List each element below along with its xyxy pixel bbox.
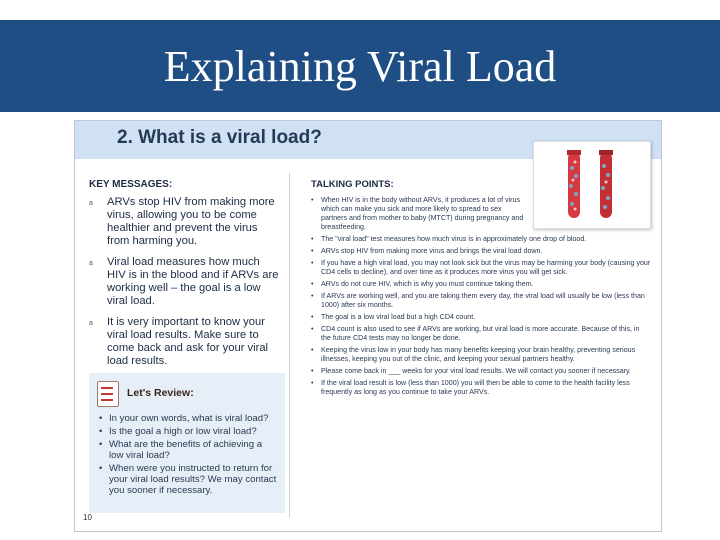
review-item: • In your own words, what is viral load?	[99, 413, 279, 424]
talking-point: • Keeping the virus low in your body has many benefits keeping your brain healthy, preventing serious illnesses, keeping you out of the clinic, and keeping your sexual partners healthy.	[311, 346, 651, 364]
title-bar	[0, 20, 720, 112]
column-divider	[289, 173, 290, 518]
review-list	[99, 413, 279, 498]
document-page	[74, 120, 662, 532]
review-item: • Is the goal a high or low viral load?	[99, 426, 279, 437]
talking-points	[311, 179, 651, 400]
review-title: Let's Review:	[127, 387, 194, 399]
talking-point: • If ARVs are working well, and you are taking them every day, the viral load will usually be low (less than 1000) after six months.	[311, 292, 651, 310]
checklist-icon	[97, 381, 119, 407]
key-message-number: a	[89, 320, 93, 327]
review-item: • What are the benefits of achieving a low viral load?	[99, 439, 279, 461]
talking-point: • If you have a high viral load, you may not look sick but the virus may be harming your body (causing your CD4 cells to decline), and over time as it produces more virus you will get sick.	[311, 259, 651, 277]
talking-points-title: TALKING POINTS:	[311, 179, 394, 190]
key-message-number: a	[89, 260, 93, 267]
key-messages-title: KEY MESSAGES:	[89, 179, 173, 190]
talking-point: • When HIV is in the body without ARVs, it produces a lot of virus which can make you sick and more likely to spread to sex partners and from mother to baby (MTCT) during pregnancy and breastfeeding.	[311, 196, 526, 232]
talking-point: • The goal is a low viral load but a high CD4 count.	[311, 313, 651, 322]
key-message-item	[89, 316, 279, 368]
review-box	[89, 373, 285, 513]
key-messages	[89, 179, 279, 376]
talking-point: • The "viral load" test measures how much virus is in approximately one drop of blood.	[311, 235, 651, 244]
review-item: • When were you instructed to return for your viral load results? We may contact you sooner if necessary.	[99, 463, 279, 496]
key-message-text: It is very important to know your viral load results. Make sure to come back and ask for your viral load results.	[107, 316, 269, 367]
key-message-item	[89, 196, 279, 248]
talking-point: • Please come back in ___ weeks for your viral load results. We will contact you sooner if necessary.	[311, 367, 651, 376]
page-heading: 2. What is a viral load?	[117, 127, 322, 148]
talking-point: • CD4 count is also used to see if ARVs are working, but viral load is more accurate. Because of this, in the future CD4 tests may no longer be done.	[311, 325, 651, 343]
key-message-text: ARVs stop HIV from making more virus, allowing you to be come healthier and prevent the virus from harming you.	[107, 196, 275, 247]
talking-point: • ARVs stop HIV from making more virus and brings the viral load down.	[311, 247, 651, 256]
talking-point: • ARVs do not cure HIV, which is why you must continue taking them.	[311, 280, 651, 289]
key-message-number: a	[89, 200, 93, 207]
slide-title: Explaining Viral Load	[163, 42, 557, 91]
page-number: 10	[83, 513, 92, 522]
talking-point: • If the viral load result is low (less than 1000) you will then be able to come to the health facility less frequently as long as you continue to take your ARVs.	[311, 379, 651, 397]
key-message-text: Viral load measures how much HIV is in the blood and if ARVs are working well – the goal is a low viral load.	[107, 256, 279, 307]
key-message-item	[89, 256, 279, 308]
